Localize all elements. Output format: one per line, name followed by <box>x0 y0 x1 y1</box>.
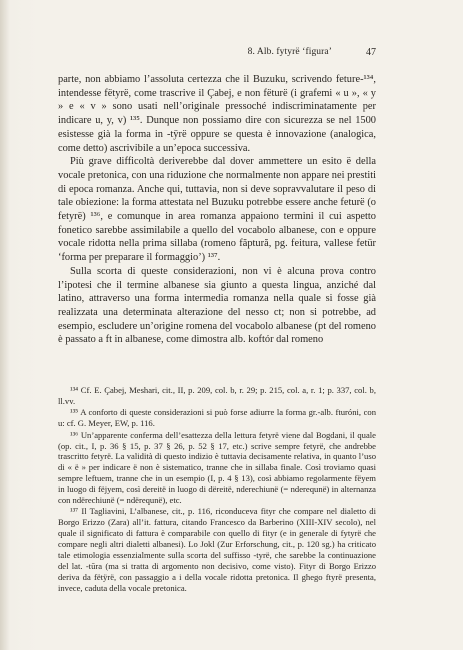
body-paragraph: Sulla scorta di queste considerazioni, non vi è alcuna prova contro l’ipotesi che il termine albanese sia giunto a questa lingua, anziché dal latino, attraverso una forma intermedia romanza nella quale si fosse già realizzata una determinata alterazione del nesso ct; non si potrebbe, ad esempio, escludere un’origine romena del vocabolo albanese (pt del romeno è passato a ft in albanese, come dimostra alb. koftór dal romeno <box>58 265 376 346</box>
running-title: 8. Alb. fytyrë ‘figura’ <box>247 47 332 57</box>
footnote: ¹³⁴ Cf. E. Çabej, Meshari, cit., II, p. 209, col. b, r. 29; p. 215, col. a, r. 1; p. 337, col. b, ll.vv. <box>58 385 376 406</box>
footnote: ¹³⁵ A conforto di queste considerazioni si può forse adiurre la forma gr.-alb. fturóni, con u: cf. G. Meyer, EW, p. 116. <box>58 407 376 429</box>
footnotes <box>58 385 376 594</box>
page-header <box>58 47 376 61</box>
body-paragraph: parte, non abbiamo l’assoluta certezza che il Buzuku, scrivendo feture-¹³⁴, intendesse fëtyrë, come trascrive il Çabej, e non fëturë (i grafemi « u », « y » e « v » sono usati nell’originale pressoché indiscriminatamente per indicare u, y, v) ¹³⁵. Dunque non possiamo dire con sicurezza se nel 1500 esistesse già la forma in -tÿrë oppure se questa è innovazione (analogica, come detto) ascrivibile a un’epoca successiva. <box>58 74 376 154</box>
footnote: ¹³⁷ Il Tagliavini, L’albanese, cit., p. 116, riconduceva fityr che compare nel dialetto di Borgo Erizzo (Zara) all’it. fattura, citando Francesco da Barberino (XIII-XIV secolo), nel quale il significato di fattura è comparabile con quello di fityr (e in generale di fytyrë che compare negli altri dialetti albanesi). Lo Jokl (Zur Erforschung, cit., p. 120 sg.) ha criticato tale etimologia essenzialmente sulla scorta del suffisso -tyrë, che sarebbe la continuazione del lat. -tūra (ma si tratta di argomento non decisivo, come visto). Fityr di Borgo Erizzo deriva da fëtÿrë, con passaggio a i della vocale ridotta pretonica. Il ghego ftyrë presenta, invece, caduta della vocale pretonica. <box>58 506 376 593</box>
page-number: 47 <box>366 47 376 58</box>
main-text <box>58 73 376 347</box>
footnote: ¹³⁶ Un’apparente conferma dell’esattezza della lettura fetyrë viene dal Bogdani, il quale (op. cit., I, p. 36 § 15, p. 37 § 26, p. 52 § 17, etc.) scrive sempre fetyrë, che andrebbe trascritto fetyrë. La validità di questo indizio è tuttavia decisamente relativa, in quanto l’uso di « ë » per indicare ë non è sistematico, tranne che in sillaba finale. Così troviamo quasi sempre leftuem, tranne che in un esempio (I, p. 4 § 13), così abbiamo regolarmente fëyem in luogo di fëjyem, così dereitë in luogo di dëreitë, nderechiunë (= nderequnë) in alternanza con ndërechiunë (= ndërequnë), etc. <box>58 429 376 506</box>
body-paragraph: Più grave difficoltà deriverebbe dal dover ammettere un esito ë della vocale pretonica, con una riduzione che normalmente non appare nei prestiti di epoca romanza. Anche qui, tuttavia, non si deve sopravvalutare il peso di tale obiezione: la forma attestata nel Buzuku potrebbe essere anche feturë (o fetyrë) ¹³⁶, e comunque in area romanza appaiono termini il cui aspetto fonetico sarebbe assimilabile a quello del vocabolo albanese, con e oppure vocale ridotta nella prima sillaba (romeno făptură, pg. feitura, vallese fetür ‘forma per preparare il formaggio’) ¹³⁷. <box>58 156 376 264</box>
